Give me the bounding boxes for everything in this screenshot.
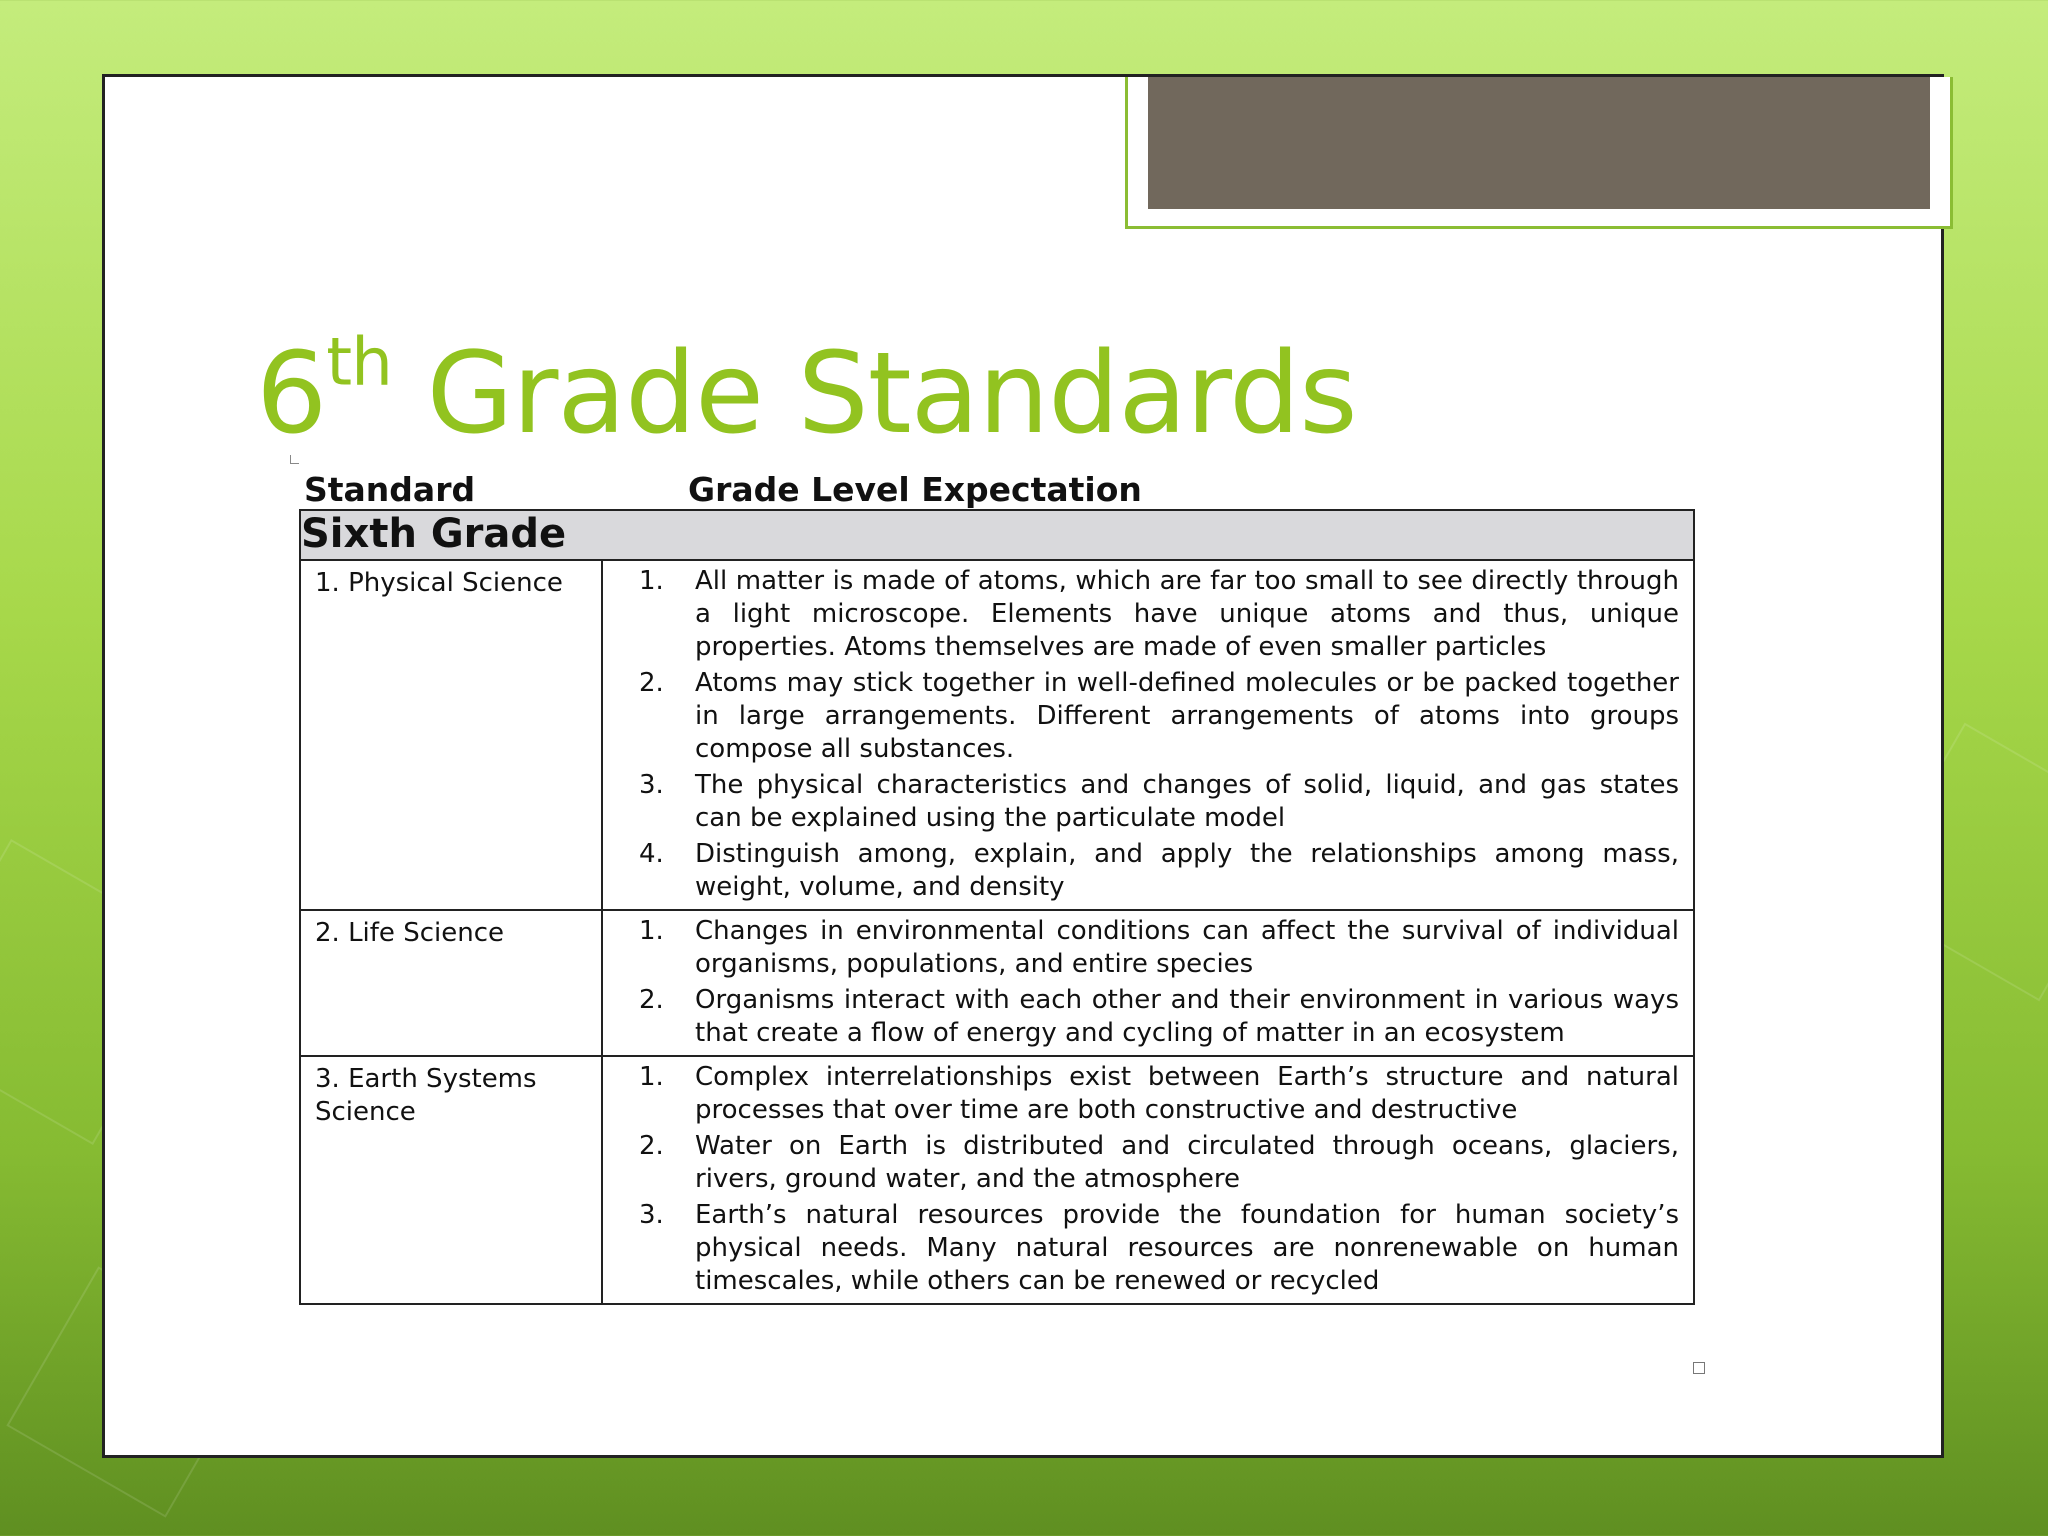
expectations-cell: [602, 560, 1694, 910]
title-superscript: th: [326, 323, 392, 401]
list-item-text: The physical characteristics and changes of solid, liquid, and gas states can be explained using the particulate model: [695, 770, 1679, 833]
list-item: [639, 838, 1679, 904]
standards-table: [299, 509, 1695, 1305]
list-item-text: Water on Earth is distributed and circulated through oceans, glaciers, rivers, ground water, and the atmosphere: [695, 1131, 1679, 1194]
list-item-number: 1.: [639, 916, 664, 946]
list-item: [639, 565, 1679, 664]
list-item: [639, 667, 1679, 766]
list-item-number: 2.: [639, 1131, 664, 1161]
slide-title: [256, 323, 1357, 459]
list-item: [639, 915, 1679, 981]
list-item-text: Atoms may stick together in well-defined molecules or be packed together in large arrangements. Different arrangements of atoms into groups compose all substances.: [695, 668, 1679, 764]
table-row: [300, 1056, 1694, 1304]
list-item-text: Complex interrelationships exist between Earth’s structure and natural processes that over time are both constructive and destructive: [695, 1062, 1679, 1125]
list-item-text: All matter is made of atoms, which are far too small to see directly through a light microscope. Elements have unique atoms and thus, unique properties. Atoms themselves are made of even smaller particles: [695, 566, 1679, 662]
list-item-number: 1.: [639, 566, 664, 596]
standard-column-heading: Standard: [304, 470, 476, 509]
header-decoration: [1125, 77, 1953, 229]
standard-cell: 3. Earth Systems Science: [300, 1056, 602, 1304]
standard-cell: 2. Life Science: [300, 910, 602, 1056]
header-decoration-fill: [1148, 77, 1930, 209]
grade-label: Sixth Grade: [300, 510, 1694, 560]
list-item: [639, 984, 1679, 1050]
list-item: [639, 1199, 1679, 1298]
table-resize-handle[interactable]: [1693, 1362, 1705, 1374]
expectations-cell: [602, 910, 1694, 1056]
list-item-number: 2.: [639, 668, 664, 698]
table-anchor-marker: [290, 455, 299, 464]
list-item-number: 1.: [639, 1062, 664, 1092]
list-item-text: Earth’s natural resources provide the foundation for human society’s physical needs. Many natural resources are nonrenewable on human timescales, while others can be renewed or recycled: [695, 1200, 1679, 1296]
table-row: [300, 560, 1694, 910]
grade-header-row: [300, 510, 1694, 560]
list-item-text: Changes in environmental conditions can affect the survival of individual organisms, populations, and entire species: [695, 916, 1679, 979]
list-item-number: 3.: [639, 1200, 664, 1230]
list-item-text: Distinguish among, explain, and apply the relationships among mass, weight, volume, and density: [695, 839, 1679, 902]
list-item-number: 4.: [639, 839, 664, 869]
list-item: [639, 769, 1679, 835]
expectations-cell: [602, 1056, 1694, 1304]
list-item-text: Organisms interact with each other and their environment in various ways that create a flow of energy and cycling of matter in an ecosystem: [695, 985, 1679, 1048]
list-item: [639, 1130, 1679, 1196]
standard-cell: 1. Physical Science: [300, 560, 602, 910]
title-text: Grade Standards: [426, 329, 1357, 459]
list-item-number: 2.: [639, 985, 664, 1015]
table-row: [300, 910, 1694, 1056]
list-item: [639, 1061, 1679, 1127]
list-item-number: 3.: [639, 770, 664, 800]
title-number: 6: [256, 329, 327, 459]
expectation-column-heading: Grade Level Expectation: [688, 470, 1142, 509]
